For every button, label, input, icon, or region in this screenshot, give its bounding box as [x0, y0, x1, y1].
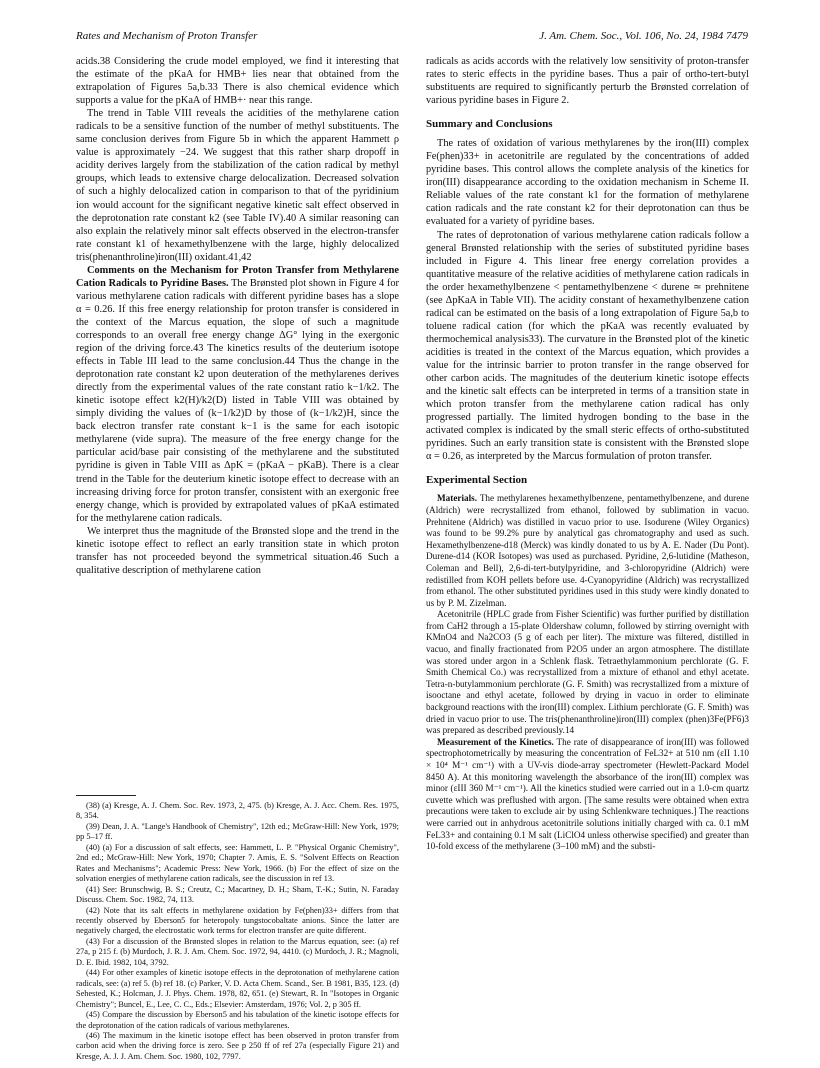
- footnote: (38) (a) Kresge, A. J. Chem. Soc. Rev. 1973, 2, 475. (b) Kresge, A. J. Acc. Chem. Res. 1975, 8, 354.: [76, 801, 399, 821]
- paragraph: The rates of oxidation of various methylarenes by the iron(III) complex Fe(phen)33+ in acetonitrile are regulated by the concentrations of added pyridine bases. This control allows the complete analysis of the kinetics for iron(III) disappearance according to the oxidation mechanism in Scheme II. Reliable values of the rate constant k1 for the formation of methylarene cation radicals and the rate constant k2 for their deprotonation can thus be evaluated for a variety of pyridine bases.: [426, 138, 749, 228]
- paragraph: acids.38 Considering the crude model employed, we find it interesting that the estimate of the pKaA for HMB+ lies near that obtained from the extrapolation of Figures 5a,b.33 There is also chemical evidence which supports a value for the pKaA of HMB+· near this range.: [76, 56, 399, 107]
- paragraph-lead: Materials.: [437, 493, 478, 504]
- footnotes: [76, 801, 399, 1062]
- footnote: (44) For other examples of kinetic isotope effects in the deprotonation of methylarene cation radicals, see: (a) ref 5. (b) ref 18. (c) Parker, V. D. Acta Chem. Scand., Ser. B 1981, B35, 123. (d) Sehested, K.; Holcman, J. J. Phys. Chem. 1978, 82, 651. (e) Stewart, R. In "Isotopes in Organic Chemistry"; Buncel, E., Lee, C. C., Eds.; Elsevier: Amsterdam, 1976; Vol. 2, p 305 ff.: [76, 968, 399, 1009]
- paragraph-body: The methylarenes hexamethylbenzene, pentamethylbenzene, and durene (Aldrich) were recrystallized from ethanol, followed by sublimation in vacuo. Prehnitene (Aldrich) was distilled in vacuo prior to use. Isodurene (Wiley Organics) was found to be 99.2% pure by analytical gas chromatography and used as such. Hexamethylbenzene-d18 (Merck) was kindly donated to us by A. E. Nader (Du Pont). Durene-d14 (KOR Isotopes) was used as purchased. Pyridine, 2,6-lutidine (Matheson, Coleman and Bell), 2,6-di-tert-butylpyridine, and 3-chloropyridine (Aldrich) were redistilled from KOH pellets before use. 4-Cyanopyridine (Aldrich) was recrystallized from ethanol. The other substituted pyridines used in this study were kindly donated to us by P. M. Zizelman.: [426, 493, 749, 608]
- section-heading-experimental: Experimental Section: [426, 474, 528, 487]
- footnote: (39) Dean, J. A. "Lange's Handbook of Chemistry", 12th ed.; McGraw-Hill: New York, 1979; pp 5–17 ff.: [76, 821, 399, 842]
- paragraph: [426, 737, 749, 853]
- left-column: [76, 55, 399, 577]
- journal-citation: J. Am. Chem. Soc., Vol. 106, No. 24, 1984 7479: [539, 30, 748, 42]
- paragraph-body: The Brønsted plot shown in Figure 4 for various methylarene cation radicals with different pyridine bases has a slope α = 0.26. If this free energy relationship for proton transfer is considered in the context of the Marcus equation, the slope of such a magnitude corresponds to an overall free energy change ΔG° lying in the exergonic region of the driving force.43 The kinetics results of the deuterium isotope effects in Table III lead to the same conclusion.44 Thus the change in the deprotonation rate constant k2 upon deuteration of the methylarenes derives directly from the experimental values of the rate constant ratio k−1/k2. The kinetic isotope effect k2(H)/k2(D) listed in Table VIII was obtained by simply dividing the values of (k−1/k2)D by those of (k−1/k2)H, since the back electron transfer rate constant k−1 is the same for each isotopic methylarene (vide supra). The measure of the free energy change for the particular acid/base pair consisting of the methylarene and the substituted pyridine is given in Table VIII as ΔpK = (pKaA − pKaB). There is a clear trend in the Table for the deuterium kinetic isotope effect to decrease with an increasing driving force for proton transfer, consistent with an exergonic free energy change, which is provided by extrapolated values of pKaA estimated for the methylarene cation radicals.: [76, 277, 399, 524]
- paragraph-body: The rate of disappearance of iron(III) was followed spectrophotometrically by measuring the concentration of FeL32+ at 510 nm (εII 1.10 × 10⁴ M⁻¹ cm⁻¹) with a UV-vis diode-array spectrometer (Hewlett-Packard Model 8450 A). At this monitoring wavelength the absorbance of the iron(III) complex was minor (εIII 360 M⁻¹ cm⁻¹). All the kinetics studied were carried out in a 1.0-cm quartz cuvette which was preflushed with argon. [The same results were obtained when extra precautions were taken to exclude air by using Schlenkware techniques.] The reactions were carried out in anhydrous acetonitrile solutions initially charged with ca. 0.1 mM FeL33+ and containing 0.1 M salt (LiClO4 unless otherwise specified) and greater than 10-fold excess of the methylarene (3–100 mM) and the substi-: [426, 736, 749, 852]
- paragraph: The trend in Table VIII reveals the acidities of the methylarene cation radicals to be a sensitive function of the number of methyl substituents. The same conclusion derives from Figure 5b in which the apparent Hammett ρ value is approximately −24. We suggest that this rather sharp dropoff in acidity derives largely from the stabilization of the cation radical by methyl groups, which leads to extensive charge delocalization. Decreased solvation of such a highly delocalized cation in comparison to that of the pyridinium ion would account for the significant negative kinetic salt effect observed in the deprotonation rate constant k2 (see Table IV).40 A similar reasoning can also explain the relatively minor salt effects observed in the electron-transfer rate constant k1 of hexamethylbenzene with the large, highly delocalized tris(phenanthroline)iron(III) oxidant.41,42: [76, 108, 399, 263]
- footnote: (41) See: Brunschwig, B. S.; Creutz, C.; Macartney, D. H.; Sham, T.-K.; Sutin, N. Faraday Discuss. Chem. Soc. 1982, 74, 113.: [76, 884, 399, 905]
- footnote: (43) For a discussion of the Brønsted slopes in relation to the Marcus equation, see: (a) ref 27a, p 215 f. (b) Murdoch, J. R. J. Am. Chem. Soc. 1972, 94, 4410. (c) Murdoch, J. R.; Magnoli, D. E. Ibid. 1982, 104, 3792.: [76, 936, 399, 967]
- paragraph: We interpret thus the magnitude of the Brønsted slope and the trend in the kinetic isotope effect to reflect an early transition state in which proton transfer has not proceeded beyond the symmetrical situation.46 Such a qualitative description of methylarene cation: [76, 525, 399, 576]
- paragraph: The rates of deprotonation of various methylarene cation radicals follow a general Brønsted relationship with the series of substituted pyridine bases included in Figure 4. This linear free energy correlation provides a quantitative measure of the relative acidities of methylarene cation radicals in the order hexamethylbenzene < pentamethylbenzene < durene ≃ prehnitene (see ΔpKaA in Table VII). The acidity constant of hexamethylbenzene cation radical can be estimated on the basis of a long extrapolation of Figure 5a,b to toluene radical cation (for which the pKaA was recently evaluated by thermochemical analysis33). The curvature in the Brønsted plot of the kinetic acidities is treated in the context of the Marcus equation, which provides a value for the intrinsic barrier to proton transfer in the range observed for other carbon acids. The magnitudes of the deuterium kinetic isotope effects and the kinetic salt effects can be interpreted in terms of a transition state in which proton transfer from the methylarene cation radical has only progressed partially. The limited hydrogen bonding to the base in the activated complex is indicated by the small steric effects of ortho-substituted pyridines. Such an early transition state is consistent with the Brønsted slope α = 0.26, as interpreted by the Marcus formulation of proton transfer.: [426, 229, 749, 463]
- running-header: [76, 30, 748, 44]
- paragraph-lead: Measurement of the Kinetics.: [437, 736, 554, 747]
- footnote: (46) The maximum in the kinetic isotope effect has been observed in proton transfer from carbon acid when the driving force is zero. See p 250 ff of ref 27a (especially Figure 21) and Kresge, A. J. J. Am. Chem. Soc. 1980, 102, 7797.: [76, 1030, 399, 1061]
- paragraph: radicals as acids accords with the relatively low sensitivity of proton-transfer rates to steric effects in the pyridine bases. Thus a pair of ortho-tert-butyl substituents are required to significantly perturb the Brønsted correlation of various pyridine bases in Figure 2.: [426, 56, 749, 107]
- section-heading-summary: Summary and Conclusions: [426, 118, 553, 131]
- paragraph: Acetonitrile (HPLC grade from Fisher Scientific) was further purified by distillation from CaH2 through a 15-plate Oldershaw column, followed by stirring overnight with KMnO4 and Na2CO3 (5 g of each per liter). The mixture was filtered, distilled in vacuo, and finally fractionated from P2O5 under an argon atmosphere. The distillate was stored under argon in a Schlenk flask. Tetraethylammonium perchlorate (G. F. Smith Chemical Co.) was recrystallized from a mixture of ethanol and ethyl acetate. Tetra-n-butylammonium perchlorate (G. F. Smith) was recrystallized from a mixture of isooctane and ethyl acetate, followed by drying in vacuo in order to eliminate background reactions with the iron(III) complex. Lithium perchlorate (G. F. Smith) was dried in vacuo prior to use. The tris(phenanthroline)iron(III) complex (phen)3Fe(PF6)3 was prepared as described previously.14: [426, 609, 749, 736]
- paragraph: [76, 264, 399, 525]
- experimental-section: [426, 493, 749, 852]
- footnote-rule: [76, 795, 136, 796]
- running-title: Rates and Mechanism of Proton Transfer: [76, 30, 258, 42]
- footnote: (45) Compare the discussion by Eberson5 and his tabulation of the kinetic isotope effects for the deprotonation of the cation radicals of various methylarenes.: [76, 1010, 399, 1030]
- footnote: (40) (a) For a discussion of salt effects, see: Hammett, L. P. "Physical Organic Chemistry", 2nd ed.; McGraw-Hill: New York, 1970; Chapter 7. Amis, E. S. "Solvent Effects on Reaction Rates and Mechanisms"; Academic Press: New York, 1966. (b) For the effect of size on the solvation energies of methylarene cation radicals, see the discussion in ref 13.: [76, 842, 399, 884]
- footnote: (42) Note that its salt effects in methylarene oxidation by Fe(phen)33+ differs from that recently observed by Eberson5 for heteropoly tungstocobaltate anions. Since the latter are negatively charged, the electrostatic work terms for electron transfer are quite different.: [76, 905, 399, 936]
- right-column: [426, 55, 749, 853]
- paragraph-lead: Comments on the Mechanism for Proton Transfer from Methylarene Cation Radicals to Pyridine Bases.: [76, 264, 399, 289]
- paragraph: [426, 493, 749, 609]
